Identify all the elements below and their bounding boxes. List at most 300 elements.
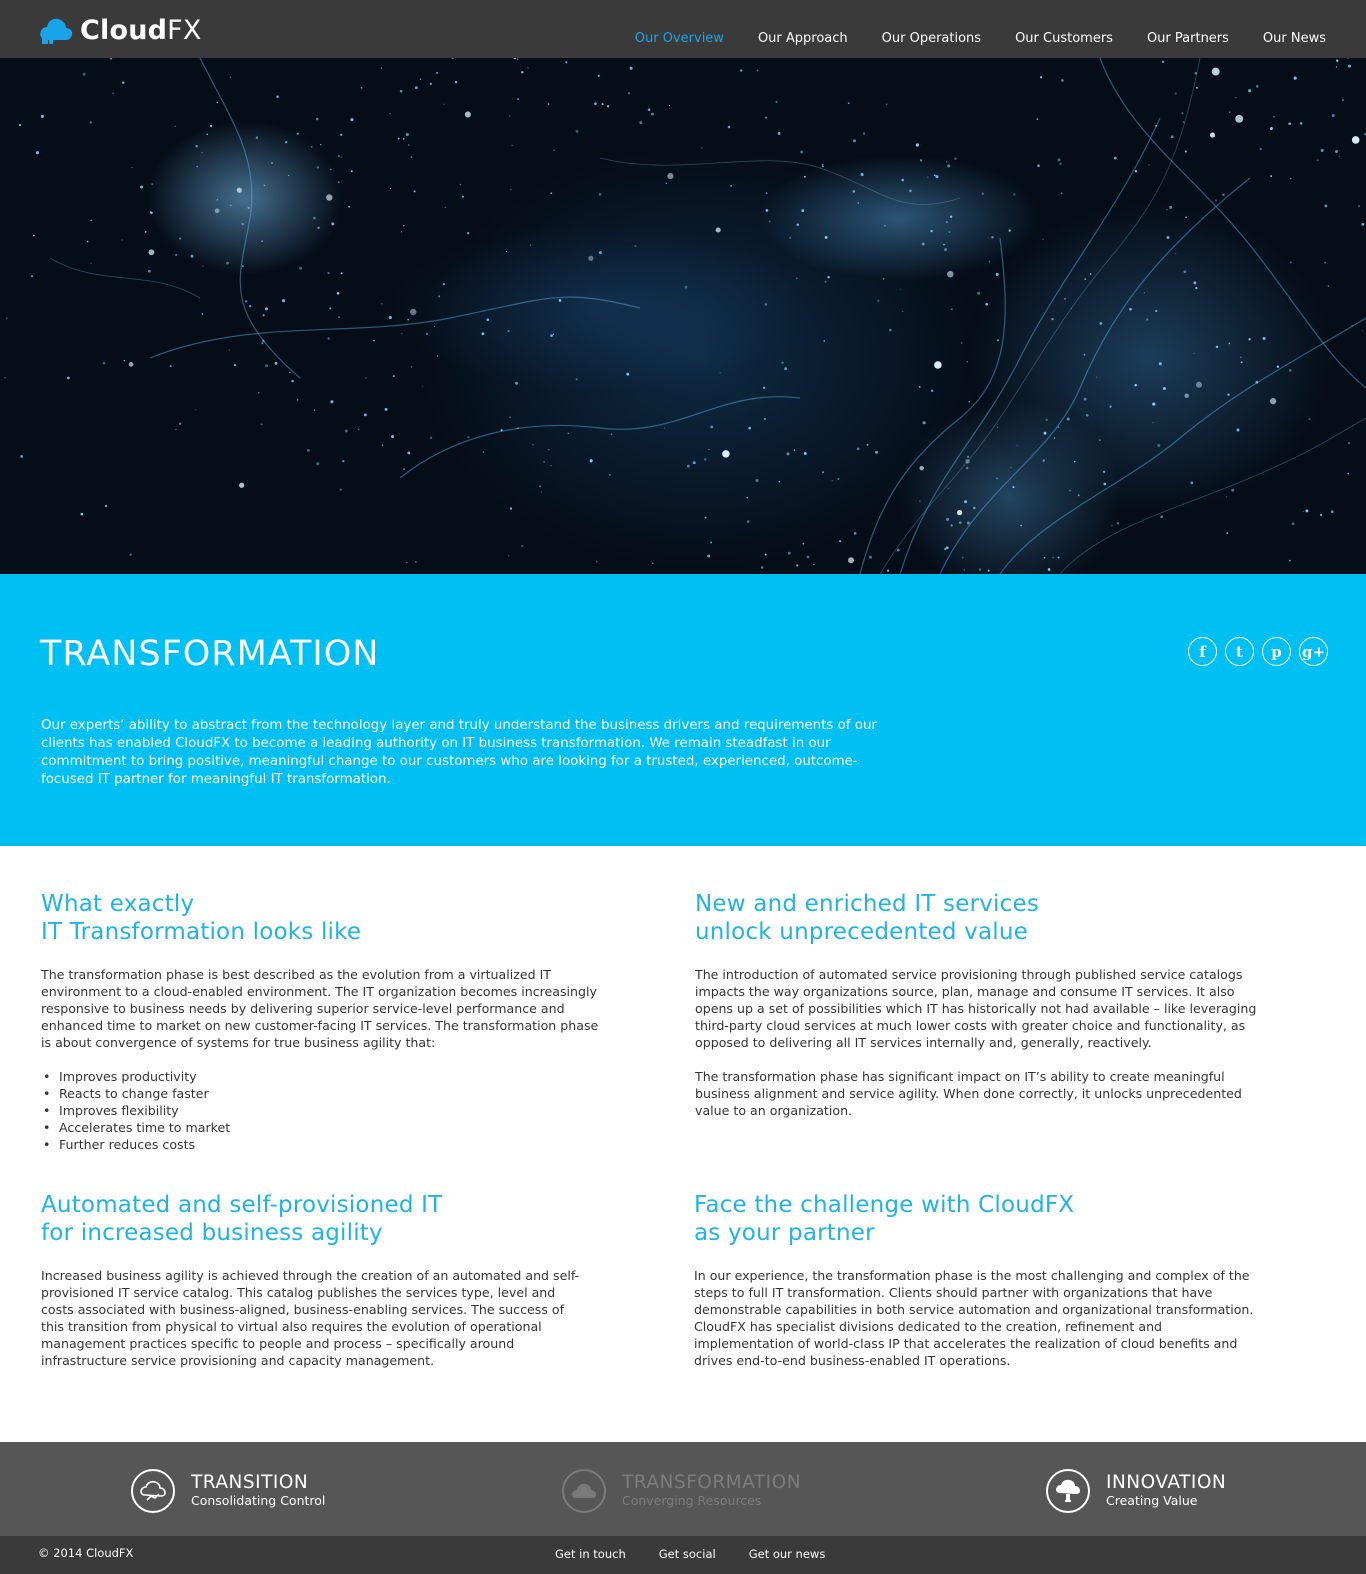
- star: [408, 144, 409, 145]
- star: [1335, 150, 1338, 153]
- star: [517, 98, 519, 100]
- star: [1289, 369, 1292, 372]
- star: [316, 118, 319, 121]
- star: [1196, 382, 1202, 388]
- star: [348, 206, 350, 208]
- star: [1348, 473, 1349, 474]
- nav-our-operations[interactable]: Our Operations: [881, 31, 982, 46]
- star: [465, 111, 471, 117]
- star: [1362, 330, 1363, 331]
- star: [857, 448, 859, 450]
- star: [31, 275, 33, 277]
- intro-text: Our experts’ ability to abstract from the technology layer and truly understand the business drivers and requirements of our clients has enabled CloudFX to become a leading authority on IT business transformation. We remain steadfast in our commitment to bring positive, meaningful change to our customers who are looking for a trusted, experienced, outcome-focused IT partner for meaningful IT transformation.: [41, 718, 877, 787]
- list-item: • Accelerates time to market: [43, 1119, 611, 1136]
- star: [964, 569, 965, 570]
- star: [517, 428, 518, 429]
- star: [443, 104, 444, 105]
- list-item: • Further reduces costs: [43, 1136, 611, 1153]
- star: [824, 281, 826, 283]
- star: [800, 151, 803, 154]
- star: [781, 361, 783, 363]
- star: [988, 570, 990, 572]
- star: [237, 188, 242, 193]
- star: [202, 266, 203, 267]
- star: [6, 317, 8, 319]
- star: [487, 318, 490, 321]
- star: [506, 251, 507, 252]
- star: [685, 286, 688, 289]
- star: [1235, 97, 1236, 98]
- star: [83, 73, 86, 76]
- star: [607, 105, 609, 107]
- star: [1331, 510, 1334, 513]
- star: [1152, 422, 1153, 423]
- star: [467, 232, 469, 234]
- star: [705, 517, 707, 519]
- star: [611, 433, 613, 435]
- star: [1054, 437, 1055, 438]
- star: [769, 221, 771, 223]
- google-plus-icon[interactable]: g+: [1299, 637, 1328, 666]
- star: [1263, 337, 1266, 340]
- cloud-hand-icon: [131, 1469, 175, 1513]
- star: [1152, 403, 1155, 406]
- star: [628, 92, 630, 94]
- star: [565, 61, 567, 63]
- star: [766, 209, 769, 212]
- star: [410, 309, 416, 315]
- star: [179, 238, 181, 240]
- star: [122, 81, 125, 84]
- star: [997, 339, 999, 341]
- star: [361, 87, 363, 89]
- star: [1013, 193, 1015, 195]
- star: [175, 126, 176, 127]
- star: [553, 334, 554, 335]
- star: [1216, 346, 1219, 349]
- star: [261, 240, 262, 241]
- star: [438, 295, 440, 297]
- star: [909, 190, 912, 193]
- star: [1300, 122, 1303, 125]
- star: [951, 524, 953, 526]
- star: [630, 67, 633, 70]
- star: [430, 83, 432, 85]
- star: [1058, 556, 1060, 558]
- section-automated: [41, 1191, 586, 1386]
- star: [275, 362, 278, 365]
- star: [258, 392, 259, 393]
- star: [517, 58, 519, 60]
- footer-link-get-in-touch[interactable]: Get in touch: [555, 1547, 626, 1561]
- star: [124, 360, 125, 361]
- star: [1294, 77, 1297, 80]
- star: [443, 283, 445, 285]
- star: [316, 462, 319, 465]
- star: [130, 553, 132, 555]
- star: [406, 133, 409, 136]
- stage-title: INNOVATION: [1106, 1472, 1227, 1493]
- star: [521, 71, 523, 73]
- star: [264, 184, 266, 186]
- star: [779, 481, 781, 483]
- star: [1099, 439, 1101, 441]
- page-title: TRANSFORMATION: [40, 634, 380, 674]
- star: [1059, 163, 1061, 165]
- star: [822, 471, 824, 473]
- star: [900, 289, 901, 290]
- star: [1231, 489, 1234, 492]
- star: [716, 227, 721, 232]
- section-what-exactly: [41, 890, 611, 1153]
- star: [902, 311, 903, 312]
- star-field: [0, 58, 1366, 574]
- star: [954, 158, 956, 160]
- star: [217, 102, 218, 103]
- star: [320, 144, 321, 145]
- nav-our-customers[interactable]: Our Customers: [1015, 31, 1113, 46]
- star: [202, 152, 203, 153]
- star: [961, 342, 963, 344]
- star: [889, 329, 892, 332]
- star: [982, 193, 984, 195]
- star: [1270, 127, 1273, 130]
- section-body: Increased business agility is achieved through the creation of an automated and self-provisioned IT service catalog. This catalog publishes the services type, level and costs associated with business-aligned, business-enabling services. The success of this transition from physical to virtual also requires the evolution of operational management practices specific to people and process – specifically around infrastructure service provisioning and capacity management.: [41, 1268, 580, 1368]
- star: [1273, 116, 1275, 118]
- star: [919, 501, 920, 502]
- star: [385, 408, 388, 411]
- star: [832, 480, 833, 481]
- star: [215, 208, 220, 213]
- star: [1185, 151, 1187, 153]
- nav-our-approach[interactable]: Our Approach: [757, 31, 848, 46]
- star: [919, 386, 921, 388]
- twitter-icon[interactable]: t: [1225, 637, 1254, 666]
- stage-title: TRANSITION: [191, 1472, 309, 1493]
- section-body: The transformation phase is best described as the evolution from a virtualized IT environment to a cloud-enabled environment. The IT organization becomes increasingly responsive to business needs by delivering superior service-level performance and enhanced time to market on new customer-facing IT services. The transformation phase is about convergence of systems for true business agility that:: [41, 967, 599, 1050]
- pinterest-icon[interactable]: p: [1262, 637, 1291, 666]
- star: [1277, 366, 1279, 368]
- star: [710, 425, 713, 428]
- star: [1010, 467, 1012, 469]
- star: [398, 138, 400, 140]
- star: [1324, 262, 1326, 264]
- star: [967, 522, 970, 525]
- cloud-icon: [562, 1469, 606, 1513]
- stage-transition[interactable]: [131, 1469, 325, 1513]
- star: [5, 377, 6, 378]
- star: [1226, 532, 1228, 534]
- star: [588, 256, 593, 261]
- star: [775, 101, 777, 103]
- star: [708, 449, 709, 450]
- star: [934, 361, 942, 369]
- star: [823, 340, 825, 342]
- star: [944, 248, 947, 251]
- benefits-list: [41, 1068, 611, 1153]
- star: [1210, 133, 1215, 138]
- star: [338, 316, 340, 318]
- star: [550, 465, 551, 466]
- star: [340, 489, 342, 491]
- star: [740, 69, 742, 71]
- stage-innovation[interactable]: [1046, 1469, 1226, 1513]
- footer-link-get-our-news[interactable]: Get our news: [748, 1547, 826, 1561]
- star: [591, 462, 592, 463]
- hero-space-image: [0, 58, 1366, 574]
- star: [1117, 522, 1119, 524]
- section-heading: Automated and self-provisioned IT for increased business agility: [41, 1192, 443, 1246]
- star: [996, 273, 999, 276]
- star: [778, 132, 781, 135]
- star: [459, 184, 461, 186]
- logo-text: CloudFX: [80, 14, 202, 46]
- star: [1185, 216, 1187, 218]
- star: [797, 224, 799, 226]
- star: [140, 186, 143, 189]
- star: [451, 58, 454, 59]
- star: [291, 380, 294, 383]
- star: [807, 556, 810, 559]
- star: [338, 155, 340, 157]
- star: [867, 444, 869, 446]
- star: [1248, 89, 1251, 92]
- star: [1290, 262, 1292, 264]
- star: [1157, 444, 1160, 447]
- star: [403, 225, 404, 226]
- star: [965, 459, 970, 464]
- star: [351, 170, 353, 172]
- star: [313, 217, 316, 220]
- star: [602, 103, 604, 105]
- nav-our-overview[interactable]: Our Overview: [634, 31, 724, 46]
- star: [875, 451, 878, 454]
- star: [202, 313, 203, 314]
- star: [521, 545, 523, 547]
- star: [757, 70, 759, 72]
- star: [1190, 482, 1193, 485]
- star: [330, 169, 332, 171]
- star: [1270, 175, 1272, 177]
- star: [67, 377, 70, 380]
- star: [667, 173, 673, 179]
- star: [748, 427, 751, 430]
- star: [996, 478, 998, 480]
- section-heading: New and enriched IT services unlock unprecedented value: [695, 891, 1040, 945]
- star: [877, 300, 879, 302]
- star: [150, 211, 152, 213]
- star: [887, 569, 889, 571]
- star: [406, 562, 407, 563]
- star: [1270, 398, 1276, 404]
- star: [230, 77, 231, 78]
- star: [1009, 229, 1011, 231]
- star: [964, 500, 967, 503]
- star: [985, 303, 988, 306]
- star: [920, 159, 922, 161]
- star: [652, 563, 653, 564]
- transformation-band: [0, 574, 1366, 846]
- star: [175, 254, 177, 256]
- star: [854, 532, 857, 535]
- stages-band: [0, 1442, 1366, 1536]
- list-item: • Reacts to change faster: [43, 1085, 611, 1102]
- footer-link-get-social[interactable]: Get social: [658, 1547, 716, 1561]
- star: [482, 332, 485, 335]
- star: [997, 427, 998, 428]
- star: [967, 456, 969, 458]
- section-new-services: [695, 890, 1265, 1136]
- star: [728, 126, 731, 129]
- star: [1096, 377, 1097, 378]
- star: [1036, 118, 1038, 120]
- star: [568, 432, 570, 434]
- star: [112, 92, 114, 94]
- star: [1099, 322, 1102, 325]
- star: [1074, 461, 1075, 462]
- star: [1129, 308, 1132, 311]
- star: [229, 349, 230, 350]
- star: [381, 67, 382, 68]
- section-body: In our experience, the transformation phase is the most challenging and complex of the steps to full IT transformation. Clients should partner with organizations that have demonstrable capabilities in both service automation and organizational transformation. CloudFX has specialist divisions dedicated to the creation, refinement and implementation of world-class IP that accelerates the realization of cloud benefits and drives end-to-end business-enabled IT operations.: [694, 1268, 1254, 1368]
- star: [129, 362, 134, 367]
- star: [784, 367, 787, 370]
- star: [837, 478, 839, 480]
- star: [411, 156, 413, 158]
- star: [242, 223, 244, 225]
- star: [857, 202, 859, 204]
- star: [510, 507, 512, 509]
- star: [1260, 148, 1262, 150]
- star: [1146, 318, 1148, 320]
- star: [1090, 273, 1091, 274]
- star: [901, 179, 904, 182]
- star: [1160, 515, 1163, 518]
- star: [145, 231, 147, 233]
- star: [991, 236, 994, 239]
- star: [543, 461, 544, 462]
- star: [946, 161, 947, 162]
- star: [950, 216, 952, 218]
- star: [364, 414, 367, 417]
- star: [1348, 442, 1351, 445]
- star: [234, 364, 236, 366]
- stage-title: TRANSFORMATION: [622, 1472, 802, 1493]
- star: [1044, 432, 1047, 435]
- star: [548, 449, 549, 450]
- nav-our-partners[interactable]: Our Partners: [1146, 31, 1229, 46]
- star: [1320, 514, 1322, 516]
- star: [307, 449, 310, 452]
- star: [934, 174, 936, 176]
- star: [434, 326, 435, 327]
- star: [883, 278, 884, 279]
- star: [390, 188, 391, 189]
- star: [175, 429, 176, 430]
- star: [288, 175, 289, 176]
- star: [1351, 325, 1352, 326]
- star: [687, 465, 690, 468]
- star: [282, 299, 285, 302]
- star: [634, 245, 636, 247]
- star: [261, 342, 263, 344]
- star: [1078, 494, 1080, 496]
- star: [946, 221, 948, 223]
- star: [1352, 136, 1360, 144]
- star: [801, 209, 804, 212]
- nav-our-news[interactable]: Our News: [1262, 31, 1326, 46]
- star: [1103, 483, 1106, 486]
- star: [36, 151, 39, 154]
- star: [1342, 99, 1344, 101]
- star: [886, 104, 887, 105]
- star: [550, 334, 553, 337]
- star: [206, 133, 208, 135]
- star: [340, 157, 341, 158]
- section-body: The introduction of automated service provisioning through published service catalogs impacts the way organizations source, plan, manage and consume IT services. It also opens up a set of possibilities which IT has historically not had available – like leveraging third-party cloud services at much lower costs with greater choice and functionality, as opposed to delivering all IT services internally and, generally, reactively.: [695, 967, 1257, 1050]
- star: [765, 303, 768, 306]
- star: [710, 542, 712, 544]
- star: [1151, 133, 1152, 134]
- star: [1148, 164, 1149, 165]
- star: [1237, 429, 1240, 432]
- star: [539, 486, 541, 488]
- star: [948, 488, 949, 489]
- star: [765, 117, 767, 119]
- star: [919, 466, 923, 470]
- star: [1227, 393, 1229, 395]
- star: [863, 132, 865, 134]
- star: [977, 292, 980, 295]
- star: [317, 166, 319, 168]
- star: [897, 549, 900, 552]
- star: [511, 145, 512, 146]
- star: [664, 428, 665, 429]
- star: [796, 564, 798, 566]
- site-header: [0, 0, 1366, 58]
- star: [1196, 87, 1198, 89]
- star: [437, 355, 439, 357]
- star: [1046, 419, 1048, 421]
- star: [722, 450, 730, 458]
- star: [509, 115, 510, 116]
- star: [393, 375, 395, 377]
- star: [1195, 287, 1197, 289]
- star: [766, 193, 767, 194]
- star: [105, 505, 107, 507]
- star: [1241, 361, 1243, 363]
- star: [651, 113, 654, 116]
- star: [825, 236, 828, 239]
- star: [1135, 170, 1137, 172]
- star: [426, 333, 428, 335]
- star: [389, 316, 392, 319]
- star: [916, 143, 919, 146]
- facebook-icon[interactable]: f: [1188, 637, 1217, 666]
- star: [1228, 343, 1230, 345]
- star: [527, 67, 528, 68]
- star: [848, 102, 850, 104]
- stage-transformation[interactable]: [562, 1469, 801, 1513]
- star: [415, 561, 416, 562]
- star: [853, 139, 856, 142]
- star: [763, 387, 765, 389]
- star: [509, 416, 511, 418]
- star: [337, 292, 340, 295]
- star: [1071, 308, 1072, 309]
- logo[interactable]: [38, 12, 202, 48]
- star: [532, 444, 533, 445]
